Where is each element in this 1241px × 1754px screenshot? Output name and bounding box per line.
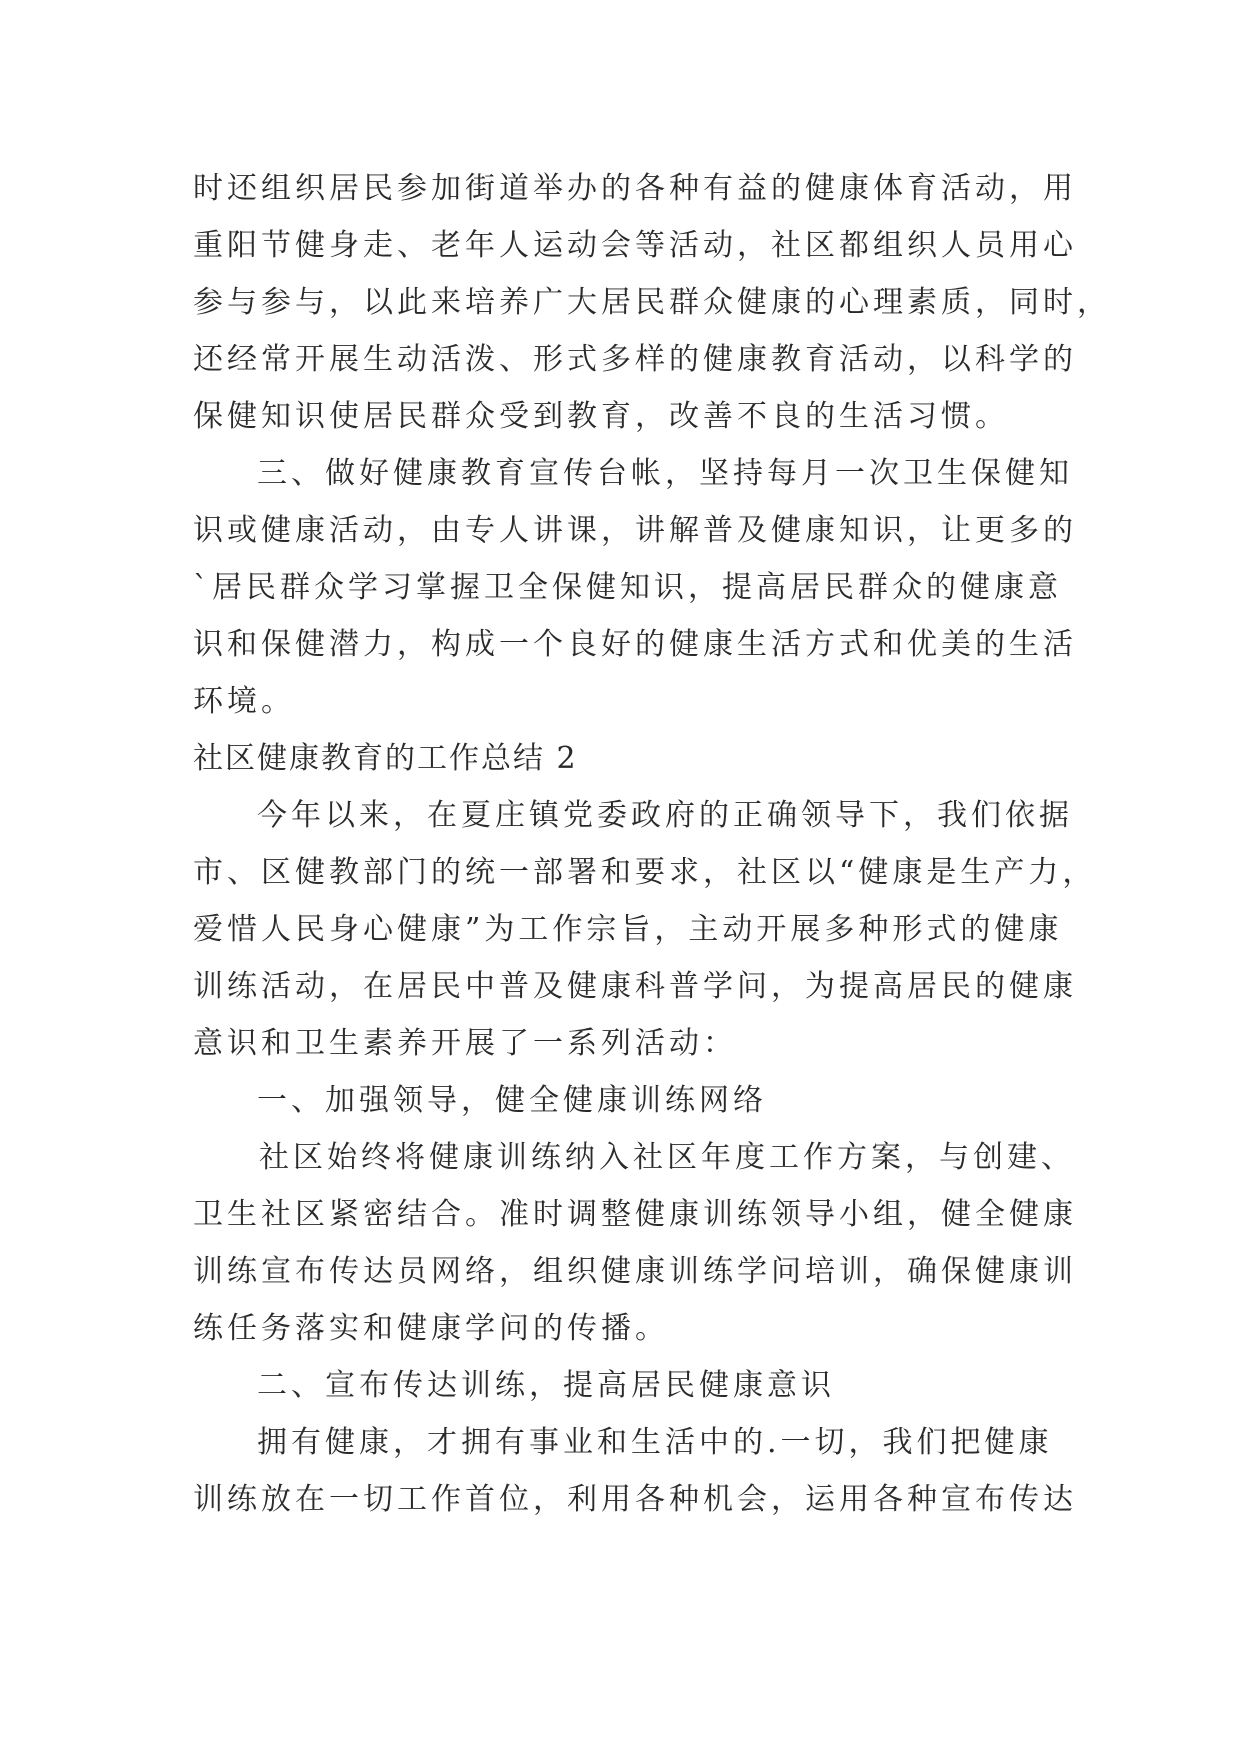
text-line: 训练活动，在居民中普及健康科普学问，为提高居民的健康 [193,969,1077,1004]
subheading: 一、加强领导，健全健康训练网络 [257,1083,767,1118]
text-line: 还经常开展生动活泼、形式多样的健康教育活动，以科学的 [193,342,1077,377]
subheading: 二、宣布传达训练，提高居民健康意识 [257,1368,835,1403]
text-line: 拥有健康，才拥有事业和生活中的.一切，我们把健康 [257,1425,1053,1460]
text-line: 识或健康活动，由专人讲课，讲解普及健康知识，让更多的 [193,513,1077,548]
text-line: 识和保健潜力，构成一个良好的健康生活方式和优美的生活 [193,627,1077,662]
text-line: 意识和卫生素养开展了一系列活动： [193,1026,737,1061]
text-line: 时还组织居民参加街道举办的各种有益的健康体育活动，用 [193,171,1077,206]
text-line: 今年以来，在夏庄镇党委政府的正确领导下，我们依据 [257,798,1073,833]
section-heading: 社区健康教育的工作总结 2 [193,741,578,776]
text-line: 环境。 [193,684,295,719]
text-line: 社区始终将健康训练纳入社区年度工作方案，与创建、 [259,1140,1075,1175]
text-line: 重阳节健身走、老年人运动会等活动，社区都组织人员用心 [193,228,1077,263]
text-line: 市、区健教部门的统一部署和要求，社区以“健康是生产力， [193,855,1097,890]
text-line: `居民群众学习掌握卫全保健知识，提高居民群众的健康意 [193,570,1062,605]
text-line: 训练放在一切工作首位，利用各种机会，运用各种宣布传达 [193,1482,1077,1517]
text-line: 卫生社区紧密结合。准时调整健康训练领导小组，健全健康 [193,1197,1077,1232]
text-line: 保健知识使居民群众受到教育，改善不良的生活习惯。 [193,399,1009,434]
text-line: 三、做好健康教育宣传台帐，坚持每月一次卫生保健知 [257,456,1073,491]
text-line: 参与参与，以此来培养广大居民群众健康的心理素质，同时， [193,285,1111,320]
document-body [193,160,1111,1528]
text-line: 爱惜人民身心健康”为工作宗旨，主动开展多种形式的健康 [193,912,1063,947]
text-line: 练任务落实和健康学问的传播。 [193,1311,669,1346]
text-line: 训练宣布传达员网络，组织健康训练学问培训，确保健康训 [193,1254,1077,1289]
